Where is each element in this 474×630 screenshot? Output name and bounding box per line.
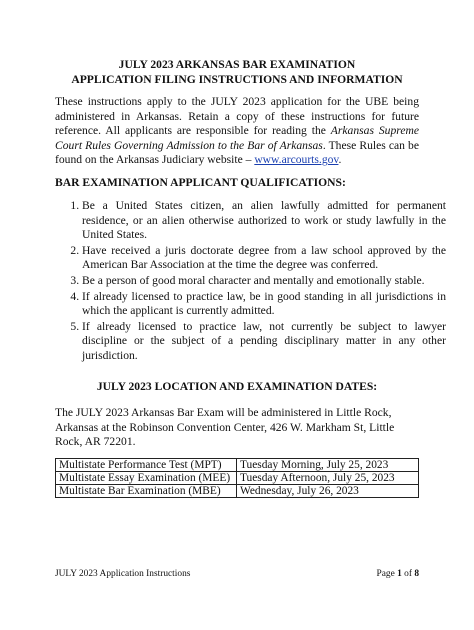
exam-name-cell: Multistate Essay Examination (MEE) — [56, 472, 237, 485]
qualification-item: 5. If already licensed to practice law, not currently be subject to lawyer discipline or the subject of a pending disciplinary matter in any other jurisdiction. — [82, 320, 446, 364]
footer-title: JULY 2023 Application Instructions — [55, 569, 191, 579]
document-title — [40, 57, 434, 87]
intro-text-3: . — [338, 153, 342, 167]
title-line-2: APPLICATION FILING INSTRUCTIONS AND INFORMATION — [71, 73, 403, 86]
table-row — [56, 485, 419, 498]
intro-text-1: These instructions apply to the JULY 2023 application for the UBE being administered in Arkansas. Retain a copy of these instructions for future reference. All applicants are responsible for reading the — [55, 95, 419, 138]
qualification-item: 3. Be a person of good moral character and mentally and emotionally stable. — [82, 274, 446, 289]
location-heading: JULY 2023 LOCATION AND EXAMINATION DATES: — [96, 380, 378, 393]
arcourts-link[interactable]: www.arcourts.gov — [254, 153, 339, 167]
exam-date-cell: Tuesday Morning, July 25, 2023 — [237, 459, 419, 472]
exam-date-cell: Wednesday, July 26, 2023 — [237, 485, 419, 498]
rules-title: Arkansas Supreme Court Rules Governing Admission to the Bar of Arkansas — [55, 124, 419, 152]
exam-date-cell: Tuesday Afternoon, July 25, 2023 — [237, 472, 419, 485]
total-pages: 8 — [414, 569, 419, 579]
qualifications-list — [55, 199, 446, 365]
exam-name-cell: Multistate Performance Test (MPT) — [56, 459, 237, 472]
location-paragraph: The JULY 2023 Arkansas Bar Exam will be administered in Little Rock, Arkansas at the Robinson Convention Center, 426 W. Markham St, Little Rock, AR 72201. — [55, 406, 395, 449]
exam-name-cell: Multistate Bar Examination (MBE) — [56, 485, 237, 498]
current-page: 1 — [397, 569, 402, 579]
page-number — [377, 569, 419, 579]
table-row — [56, 459, 419, 472]
intro-text-2: . These Rules can be found on the Arkansas Judiciary website – — [55, 138, 420, 167]
qualification-item: 2. Have received a juris doctorate degree from a law school approved by the American Bar Association at the time the degree was conferred. — [82, 244, 446, 273]
table-row — [56, 472, 419, 485]
intro-paragraph — [55, 95, 419, 168]
qualifications-heading: BAR EXAMINATION APPLICANT QUALIFICATIONS: — [55, 176, 346, 189]
of-word: of — [404, 569, 412, 579]
page-word: Page — [376, 569, 395, 579]
title-line-1: JULY 2023 ARKANSAS BAR EXAMINATION — [118, 58, 356, 71]
qualification-item: 1. Be a United States citizen, an alien lawfully admitted for permanent residence, or an alien otherwise authorized to work or study lawfully in the United States. — [82, 199, 446, 243]
exam-schedule-table — [55, 458, 419, 498]
qualification-item: 4. If already licensed to practice law, be in good standing in all jurisdictions in which the applicant is currently admitted. — [82, 290, 446, 319]
